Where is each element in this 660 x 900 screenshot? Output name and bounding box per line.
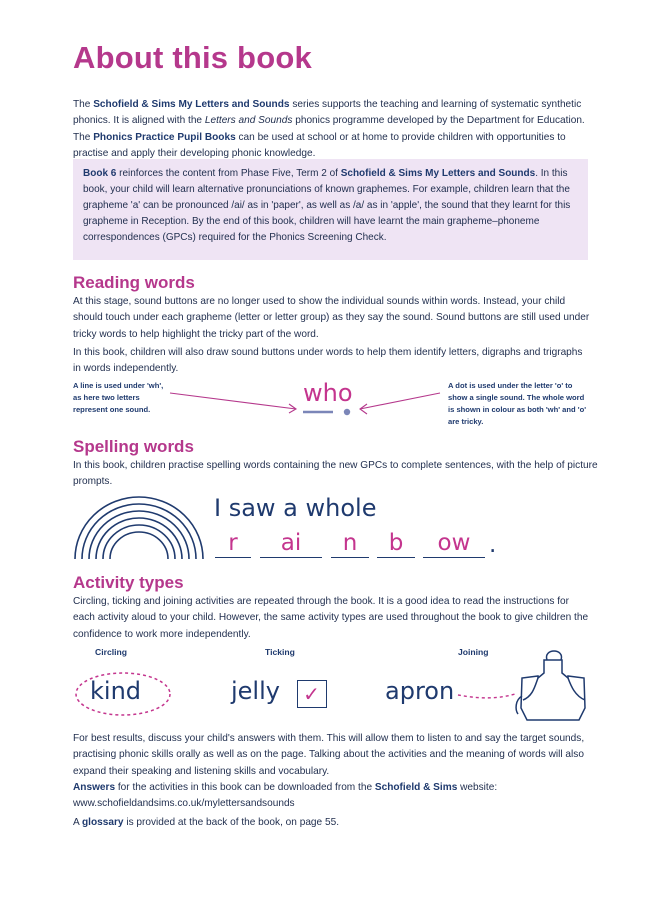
tick-icon: ✓ — [303, 682, 320, 706]
example-word-who: who — [303, 379, 353, 407]
callout-text: Book 6 reinforces the content from Phase Five, Term 2 of Schofield & Sims My Letters and Sounds. In this book, your child will learn alternative pronunciations of known graphemes. For example, children learn that the grapheme 'a' can be pronounced /ai/ as in 'paper', as well as /a/ as in 'apple', the sound that they learnt for this grapheme in Reception. By the end of this book, children will have learnt the main grapheme–phoneme correspondences (GPCs) required for the Phonics Screening Check. — [83, 168, 571, 243]
word-kind: kind — [90, 677, 142, 705]
spelling-paragraph: In this book, children practise spelling words containing the new GPCs to complete sentences, with the help of picture prompts. — [73, 460, 598, 488]
grapheme-ai: ai — [280, 530, 302, 556]
grapheme-line-1 — [215, 557, 251, 558]
tick-box — [297, 680, 327, 708]
intro-paragraph: The Schofield & Sims My Letters and Sounds series supports the teaching and learning of systematic synthetic phonics. It is aligned with the Letters and Sounds phonics programme developed by the Department for Education. The Phonics Practice Pupil Books can be used at school or at home to provide children with opportunities to practise and apply their developing phonic knowledge. — [73, 99, 585, 159]
answers-url[interactable]: www.schofieldandsims.co.uk/mylettersandsounds — [73, 798, 295, 810]
note-line-under-wh: A line is used under 'wh', as here two letters represent one sound. — [73, 381, 164, 414]
sound-dot-o — [344, 409, 350, 415]
label-ticking: Ticking — [265, 647, 295, 657]
grapheme-line-2 — [260, 557, 322, 558]
grapheme-b: b — [388, 530, 404, 556]
grapheme-r: r — [228, 530, 238, 556]
spelling-heading: Spelling words — [73, 437, 194, 456]
apron-icon — [516, 651, 585, 720]
arrow-right — [360, 393, 440, 414]
rainbow-icon — [73, 493, 213, 563]
word-jelly: jelly — [231, 677, 280, 705]
label-circling: Circling — [95, 647, 127, 657]
grapheme-line-5 — [423, 557, 485, 558]
closing-paragraph: For best results, discuss your child's answers with them. This will allow them to listen to and say the target sounds, practising phonic skills orally as well as on the page. Talking about the activities and the meaning of words will also expand their speaking and listening skills and vocabulary. — [73, 733, 585, 777]
arrow-left — [170, 393, 296, 413]
note-dot-under-o: A dot is used under the letter 'o' to show a single sound. The whole word is shown in colour as both 'wh' and 'o' are tricky. — [448, 381, 587, 426]
glossary-paragraph: A glossary is provided at the back of the book, on page 55. — [73, 817, 339, 828]
reading-paragraph-2: In this book, children will also draw sound buttons under words to help them identify letters, digraphs and trigraphs in words independently. — [73, 347, 583, 375]
grapheme-line-3 — [331, 557, 369, 558]
activity-paragraph: Circling, ticking and joining activities are repeated through the book. It is a good idea to read the instructions for each activity aloud to your child. However, the same activity types are used throughout the book to give children the confidence to work more independently. — [73, 596, 589, 640]
grapheme-ow: ow — [437, 530, 471, 556]
reading-paragraph-1: At this stage, sound buttons are no longer used to show the individual sounds within words. Instead, your child should touch under each grapheme (letter or letter group) as they say the sound. Sound buttons are still used under tricky words to help highlight the tricky part of the word. — [73, 296, 590, 340]
page-title: About this book — [73, 40, 312, 75]
word-apron: apron — [385, 677, 455, 705]
joining-line — [458, 694, 515, 698]
reading-heading: Reading words — [73, 273, 195, 292]
sentence-full-stop: . — [489, 532, 497, 558]
spelling-sentence: I saw a whole — [214, 494, 377, 522]
label-joining: Joining — [458, 647, 489, 657]
grapheme-n: n — [342, 530, 358, 556]
book-info-callout — [73, 159, 588, 260]
answers-paragraph: Answers for the activities in this book can be downloaded from the Schofield & Sims website: www.schofieldandsims.co.uk/mylettersandsounds — [73, 782, 498, 810]
apron-join-illustration — [455, 648, 615, 728]
activity-heading: Activity types — [73, 573, 184, 592]
grapheme-line-4 — [377, 557, 415, 558]
